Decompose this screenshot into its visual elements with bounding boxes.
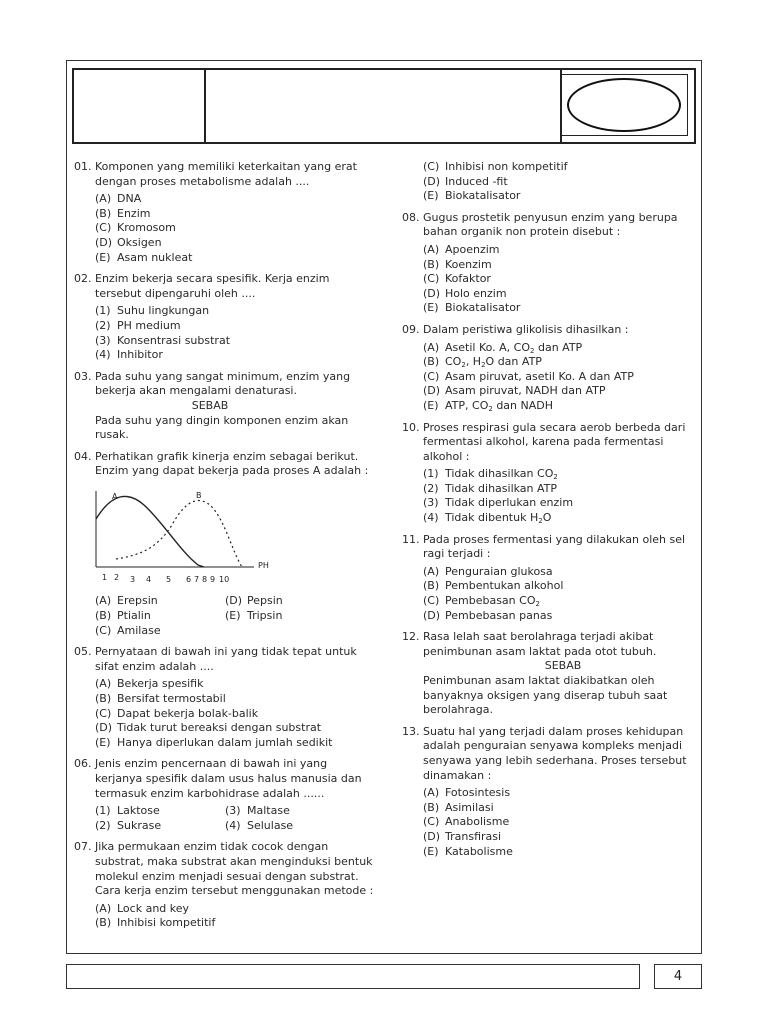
option-text: Tidak turut bereaksi dengan substrat [117,721,322,735]
question-text: Enzim bekerja secara spesifik. Kerja enzim tersebut dipengaruhi oleh .... [95,272,330,300]
option[interactable] [423,287,702,302]
question-number: 02. [74,272,92,286]
option-label: (4) [95,348,111,362]
option[interactable] [95,334,374,349]
option[interactable] [225,804,345,819]
option-text: Erepsin [117,594,158,608]
option-label: (A) [95,901,112,915]
option-label: (B) [95,206,112,220]
sebab-label: SEBAB [544,659,582,673]
tick-label: 1 [102,572,108,582]
option-text: Pembebasan $CO_2$ [445,594,540,609]
tick-label: 5 [166,574,172,583]
option-label: (A) [95,677,112,691]
question-13 [402,725,702,859]
option-label: (B) [423,257,440,271]
option-label: (D) [423,174,441,188]
option-label: (B) [423,355,440,369]
option-text: Hanya diperlukan dalam jumlah sedikit [117,735,333,749]
question-text: Komponen yang memiliki keterkaitan yang erat dengan proses metabolisme adalah .... [95,160,357,188]
option-label: (D) [95,235,113,249]
option-label: (E) [95,735,111,749]
option[interactable] [423,243,702,258]
option[interactable] [423,370,702,385]
question-9 [402,323,702,414]
option-label: (D) [225,594,243,608]
tick-label: 3 [130,574,136,583]
option[interactable] [423,579,702,594]
option-text: Tidak dihasilkan $CO_2$ [445,467,558,482]
option-label: (2) [95,318,111,332]
option-text: Inhibisi non kompetitif [445,160,568,173]
option-text: Dapat bekerja bolak-balik [117,706,259,720]
curve-label-a: A [112,491,118,501]
option-label: (C) [95,623,112,637]
question-7 [74,840,374,931]
option[interactable] [95,207,374,222]
option[interactable] [423,272,702,287]
option-text: Kromosom [117,221,176,235]
question-number: 13. [402,724,420,738]
option-text: Tidak dibentuk $H_2O$ [445,511,552,526]
question-number: 09. [402,322,420,336]
option-label: (1) [95,804,111,818]
option-text: Enzim [117,206,151,220]
option[interactable] [423,175,702,190]
tick-label: 10 [219,574,230,583]
option-label: (3) [423,496,439,510]
option[interactable] [225,594,345,609]
option-label: (1) [423,467,439,481]
option[interactable] [423,496,702,511]
curve-a [96,496,204,567]
tick-label: 8 [202,574,208,583]
option-label: (1) [95,304,111,318]
tick-label: 4 [146,574,152,583]
question-number: 04. [74,449,92,463]
reason-text: Penimbunan asam laktat diakibatkan oleh banyaknya oksigen yang diserap tubuh saat berolahraga. [423,674,668,717]
option-text: Suhu lingkungan [117,304,210,318]
question-6 [74,757,374,833]
option-label: (A) [95,192,112,206]
question-2 [74,272,374,363]
question-text: Gugus prostetik penyusun enzim yang berupa bahan organik non protein disebut : [423,210,678,239]
option-label: (D) [423,286,441,300]
option-label: (E) [423,301,439,315]
option-text: Ptialin [117,609,151,623]
question-number: 10. [402,420,420,434]
option[interactable] [423,467,702,482]
option-label: (B) [423,579,440,593]
option-text: Pembentukan alkohol [445,579,564,593]
question-number: 03. [74,369,92,383]
reason-text: Pada suhu yang dingin komponen enzim akan rusak. [95,413,349,442]
option-label: (C) [95,221,112,235]
option-text: DNA [117,192,142,206]
option-text: ATP, $CO_2$ dan NADH [445,398,554,413]
option[interactable] [95,348,374,363]
question-3 [74,370,374,443]
page-number: 4 [654,964,702,989]
option-label: (A) [423,242,440,256]
option-label: (A) [423,786,440,800]
option-text: Apoenzim [445,242,500,256]
option-label: (B) [95,692,112,706]
option-text: PH medium [117,318,181,332]
option-label: (A) [95,594,112,608]
question-text: Rasa lelah saat berolahraga terjadi akibat penimbunan asam laktat pada otot tubuh. [423,630,657,658]
option-label: (2) [95,818,111,832]
question-7-continued [402,160,702,204]
option-label: (3) [225,804,241,818]
option-text: Tripsin [247,609,283,623]
left-column [74,160,374,938]
question-text: Jenis enzim pencernaan di bawah ini yang kerjanya spesifik dalam usus halus manusia dan termasuk enzim karbohidrase adalah ...... [95,757,362,800]
option-text: Biokatalisator [445,301,521,315]
option-text: Oksigen [117,235,162,249]
option-label: (D) [423,608,441,622]
question-number: 05. [74,645,92,659]
option[interactable] [423,845,702,860]
header-divider [204,70,206,142]
option[interactable] [423,511,702,526]
question-number: 12. [402,630,420,644]
option-label: (E) [423,189,439,203]
option-label: (E) [95,250,111,264]
option-label: (2) [423,481,439,495]
question-12 [402,630,702,718]
tick-label: 2 [114,572,120,582]
option[interactable] [95,736,374,751]
question-text: Jika permukaan enzim tidak cocok dengan substrat, maka substrat akan menginduksi bentuk molekul enzim menjadi sesuai dengan substrat. Cara kerja enzim tersebut menggunakan metode : [95,840,374,898]
option-label: (A) [423,340,440,354]
option-label: (B) [95,916,112,930]
question-10 [402,421,702,526]
option-label: (C) [423,160,440,173]
option-text: Bersifat termostabil [117,692,226,706]
question-text: Suatu hal yang terjadi dalam proses kehidupan adalah penguraian senyawa kompleks menjadi senyawa yang lebih sederhana. Proses tersebut dinamakan : [423,724,687,782]
option[interactable] [423,341,702,356]
option-text: Katabolisme [445,844,513,858]
option[interactable] [423,815,702,830]
option[interactable] [95,624,225,639]
option-label: (3) [95,333,111,347]
question-text: Proses respirasi gula secara aerob berbeda dari fermentasi alkohol, karena pada fermentasi alkohol : [423,420,686,463]
question-number: 07. [74,840,92,854]
question-text: Dalam peristiwa glikolisis dihasilkan : [423,322,629,336]
option[interactable] [423,594,702,609]
option-text: $CO_2$, $H_2O$ dan ATP [445,355,542,370]
option[interactable] [423,482,702,497]
option-text: Inhibisi kompetitif [117,916,216,930]
option-text: Lock and key [117,901,190,915]
option-label: (C) [423,272,440,286]
option[interactable] [95,916,374,931]
option-text: Amilase [117,623,161,637]
option-text: Kofaktor [445,272,491,286]
question-11 [402,533,702,624]
option[interactable] [225,819,345,834]
option-text: Bekerja spesifik [117,677,204,691]
option-label: (B) [95,609,112,623]
option[interactable] [95,677,374,692]
option-text: Holo enzim [445,286,507,300]
option-label: (D) [423,384,441,398]
question-4 [74,450,374,639]
option-label: (E) [423,398,439,412]
option-text: Tidak dihasilkan ATP [445,481,558,495]
footer-box [66,964,640,989]
logo-oval [567,78,681,132]
option-text: Koenzim [445,257,492,271]
option-text: Anabolisme [445,815,510,829]
curve-b [116,500,242,566]
option-text: Asam piruvat, NADH dan ATP [445,384,606,398]
question-number: 01. [74,160,92,173]
question-1 [74,160,374,265]
option-text: Selulase [247,818,294,832]
option[interactable] [423,786,702,801]
question-text: Perhatikan grafik kinerja enzim sebagai berikut. Enzim yang dapat bekerja pada proses A adalah : [95,449,369,478]
tick-label: 9 [210,574,216,583]
option-text: Tidak diperlukan enzim [445,496,574,510]
option-text: Asetil Ko. A, $CO_2$ dan ATP [445,340,583,355]
question-text: Pada proses fermentasi yang dilakukan oleh sel ragi terjadi : [423,532,686,561]
option[interactable] [423,565,702,580]
option-label: (C) [423,815,440,829]
option[interactable] [95,902,374,917]
option[interactable] [95,692,374,707]
option[interactable] [95,707,374,722]
option-text: Asam nukleat [117,250,193,264]
option-text: Asam piruvat, asetil Ko. A dan ATP [445,369,634,383]
question-number: 06. [74,757,92,771]
option-label: (D) [423,829,441,843]
option[interactable] [95,819,225,834]
enzyme-activity-graph [92,485,282,583]
tick-label: 6 [186,574,192,583]
right-column [402,160,702,866]
option[interactable] [95,609,225,624]
option[interactable] [95,594,225,609]
option[interactable] [423,609,702,624]
option-text: Sukrase [117,818,162,832]
option-text: Asimilasi [445,800,494,814]
option-label: (B) [423,800,440,814]
option[interactable] [423,189,702,204]
option-text: Pembebasan panas [445,608,553,622]
question-text: Pada suhu yang sangat minimum, enzim yang bekerja akan mengalami denaturasi. [95,369,351,398]
option-label: (E) [423,844,439,858]
option-text: Biokatalisator [445,189,521,203]
option-text: Penguraian glukosa [445,564,553,578]
option[interactable] [95,804,225,819]
option[interactable] [423,384,702,399]
question-5 [74,645,374,750]
option-text: Induced -fit [445,174,508,188]
option[interactable] [95,304,374,319]
option-text: Konsentrasi substrat [117,333,231,347]
tick-label: 7 [194,574,200,583]
option[interactable] [423,801,702,816]
option-label: (4) [225,818,241,832]
question-number: 08. [402,210,420,224]
option[interactable] [423,399,702,414]
option[interactable] [423,301,702,316]
option[interactable] [423,258,702,273]
option-label: (C) [423,369,440,383]
question-8 [402,211,702,316]
option[interactable] [423,355,702,370]
option-text: Maltase [247,804,290,818]
option-text: Transfirasi [445,829,502,843]
option-text: Inhibitor [117,348,163,362]
option-label: (C) [423,594,440,608]
option-label: (D) [95,721,113,735]
option[interactable] [95,236,374,251]
option-text: Laktose [117,804,160,818]
option[interactable] [423,830,702,845]
axis-label: PH [258,560,269,570]
option-text: Fotosintesis [445,786,511,800]
option-label: (C) [95,706,112,720]
option-label: (A) [423,564,440,578]
option[interactable] [95,221,374,236]
option[interactable] [95,319,374,334]
option[interactable] [95,192,374,207]
option[interactable] [95,251,374,266]
option[interactable] [95,721,374,736]
option-label: (E) [225,609,241,623]
question-text: Pernyataan di bawah ini yang tidak tepat untuk sifat enzim adalah .... [95,645,357,673]
option[interactable] [225,609,345,624]
option-text: Pepsin [247,594,283,608]
sebab-label: SEBAB [191,398,229,412]
option-label: (4) [423,511,439,525]
question-number: 11. [402,532,420,546]
option[interactable] [423,160,702,175]
curve-label-b: B [196,490,202,500]
